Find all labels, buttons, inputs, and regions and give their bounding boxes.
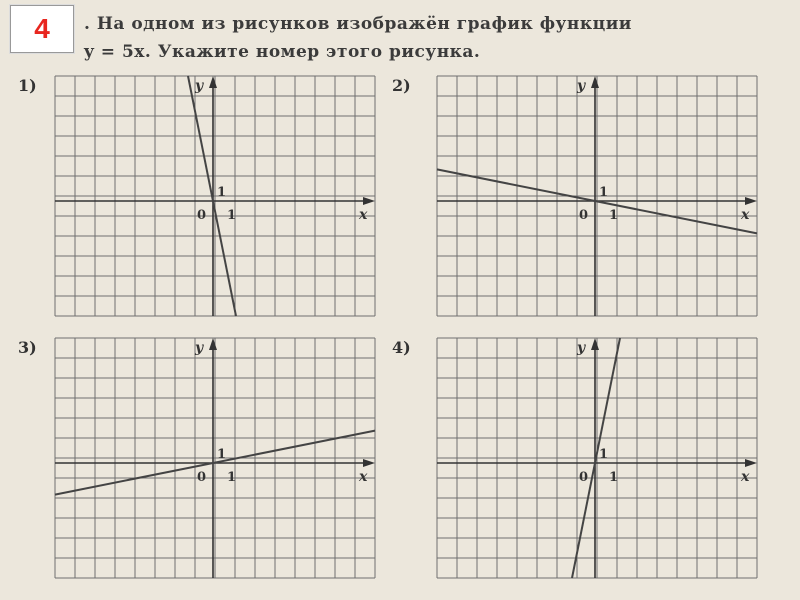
x-axis-label: x	[359, 207, 368, 223]
question-line-1: . На одном из рисунков изображён график функции	[84, 14, 632, 34]
y-tick-label: 1	[217, 447, 227, 462]
y-tick-label: 1	[217, 185, 227, 200]
x-axis-label: x	[359, 469, 368, 485]
x-axis-label: x	[741, 469, 750, 485]
y-tick-label: 1	[599, 185, 609, 200]
x-tick-label: 1	[609, 208, 619, 223]
panel-4-number: 4)	[392, 338, 411, 357]
origin-label: 0	[197, 470, 207, 485]
grid	[55, 76, 375, 316]
grid	[437, 76, 757, 316]
origin-label: 0	[579, 470, 589, 485]
x-tick-label: 1	[227, 208, 237, 223]
origin-label: 0	[197, 208, 207, 223]
y-axis-arrow-icon	[591, 76, 599, 88]
y-tick-label: 1	[599, 447, 609, 462]
graph-panel-1	[55, 76, 375, 316]
question-line-2: y = 5x. Укажите номер этого рисунка.	[84, 42, 481, 62]
x-axis-arrow-icon	[745, 197, 757, 205]
panel-1-number: 1)	[18, 76, 37, 95]
x-axis-arrow-icon	[745, 459, 757, 467]
graph-panel-3	[55, 338, 375, 578]
x-axis-arrow-icon	[363, 459, 375, 467]
y-axis-arrow-icon	[591, 338, 599, 350]
graph-panel-4	[437, 338, 757, 578]
y-axis-label: y	[195, 340, 204, 356]
y-axis-label: y	[577, 78, 586, 94]
y-axis-arrow-icon	[209, 338, 217, 350]
y-axis-arrow-icon	[209, 76, 217, 88]
task-number-badge: 4	[10, 5, 74, 53]
grid	[55, 338, 375, 578]
graph-panel-2	[437, 76, 757, 316]
panel-2-number: 2)	[392, 76, 411, 95]
origin-label: 0	[579, 208, 589, 223]
x-axis-label: x	[741, 207, 750, 223]
x-tick-label: 1	[227, 470, 237, 485]
y-axis-label: y	[577, 340, 586, 356]
panel-3-number: 3)	[18, 338, 37, 357]
x-axis-arrow-icon	[363, 197, 375, 205]
x-tick-label: 1	[609, 470, 619, 485]
y-axis-label: y	[195, 78, 204, 94]
